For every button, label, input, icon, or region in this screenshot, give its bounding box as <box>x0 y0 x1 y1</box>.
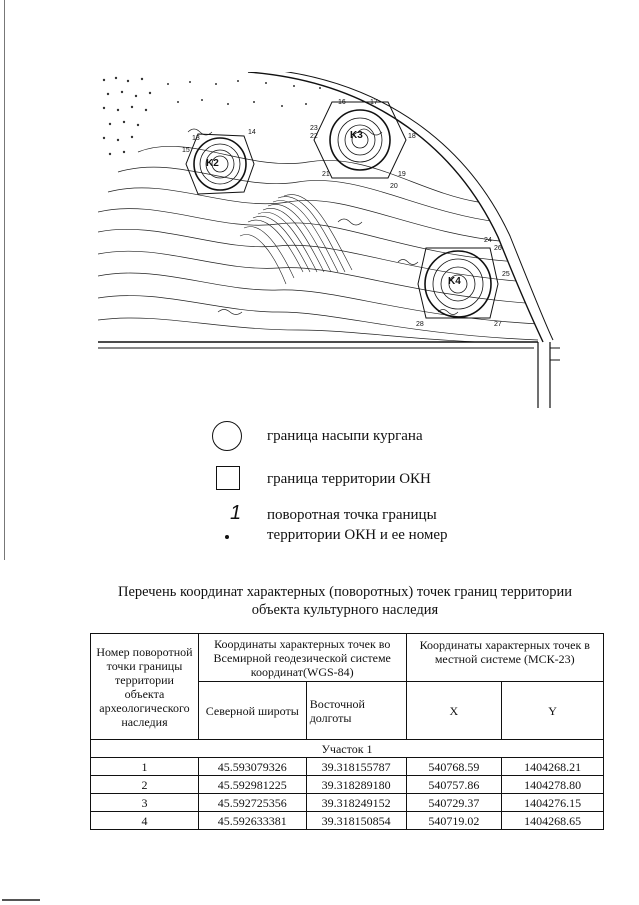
cell-y: 1404276.15 <box>502 794 604 812</box>
coordinates-table <box>90 633 604 830</box>
map-point-number: 24 <box>484 237 492 244</box>
map-label-k2: K2 <box>206 158 219 169</box>
header-longitude: Восточной долготы <box>306 682 406 740</box>
map-label-k3: K3 <box>350 130 363 141</box>
map-point-number: 21 <box>322 171 330 178</box>
cell-lon: 39.318155787 <box>306 758 406 776</box>
map-point-number: 14 <box>248 129 256 136</box>
map-point-number: 27 <box>494 321 502 328</box>
table-row <box>91 812 604 830</box>
cell-y: 1404268.65 <box>502 812 604 830</box>
coords-heading <box>100 583 590 619</box>
cell-x: 540757.86 <box>406 776 502 794</box>
map-point-number: 13 <box>192 135 200 142</box>
map-label-k4: K4 <box>448 276 461 287</box>
circle-icon <box>212 421 242 451</box>
cell-y: 1404278.80 <box>502 776 604 794</box>
legend-point-text-1: поворотная точка границы <box>267 507 437 523</box>
point-marker-number: 1 <box>230 502 242 524</box>
cell-n: 4 <box>91 812 199 830</box>
scan-edge-line <box>4 0 5 560</box>
cell-y: 1404268.21 <box>502 758 604 776</box>
table-row <box>91 758 604 776</box>
map-point-number: 20 <box>390 183 398 190</box>
mound-k2 <box>186 134 254 194</box>
cell-n: 1 <box>91 758 199 776</box>
cell-n: 2 <box>91 776 199 794</box>
square-icon <box>216 466 240 490</box>
cell-x: 540729.37 <box>406 794 502 812</box>
map-point-number: 25 <box>502 271 510 278</box>
map-point-number: 23 <box>310 125 318 132</box>
legend-territory-text: граница территории ОКН <box>267 471 431 487</box>
map-point-number: 18 <box>408 133 416 140</box>
section-row: Участок 1 <box>91 740 604 758</box>
map-point-number: 26 <box>494 245 502 252</box>
map-point-number: 19 <box>398 171 406 178</box>
header-y: Y <box>502 682 604 740</box>
map-point-number: 16 <box>338 99 346 106</box>
cell-n: 3 <box>91 794 199 812</box>
map-point-number: 22 <box>310 133 318 140</box>
dotted-field <box>103 77 321 155</box>
legend-mound-text: граница насыпи кургана <box>267 428 423 444</box>
header-latitude: Северной широты <box>198 682 306 740</box>
cell-lon: 39.318249152 <box>306 794 406 812</box>
scan-footer-mark <box>2 899 40 901</box>
cell-lat: 45.592981225 <box>198 776 306 794</box>
table-row <box>91 794 604 812</box>
coords-heading-line2: объекта культурного наследия <box>251 602 439 618</box>
cell-lat: 45.592633381 <box>198 812 306 830</box>
header-x: X <box>406 682 502 740</box>
cell-lon: 39.318150854 <box>306 812 406 830</box>
cell-x: 540768.59 <box>406 758 502 776</box>
map-point-number: 28 <box>416 321 424 328</box>
coords-heading-line1: Перечень координат характерных (поворотных) точек границ территории <box>117 584 573 600</box>
header-point-number: Номер поворотной точки границы территории объекта археологического наследия <box>91 634 199 740</box>
topographic-map <box>98 72 560 408</box>
point-icon <box>222 502 252 546</box>
cell-x: 540719.02 <box>406 812 502 830</box>
table-row <box>91 776 604 794</box>
legend-point-text-2: территории ОКН и ее номер <box>267 527 448 543</box>
map-point-number: 15 <box>182 147 190 154</box>
header-msk23: Координаты характерных точек в местной системе (МСК-23) <box>406 634 603 682</box>
header-wgs84: Координаты характерных точек во Всемирной геодезической системе координат(WGS-84) <box>198 634 406 682</box>
cell-lon: 39.318289180 <box>306 776 406 794</box>
map-point-number: 17 <box>370 99 378 106</box>
point-marker-dot <box>225 535 229 539</box>
cell-lat: 45.592725356 <box>198 794 306 812</box>
cell-lat: 45.593079326 <box>198 758 306 776</box>
